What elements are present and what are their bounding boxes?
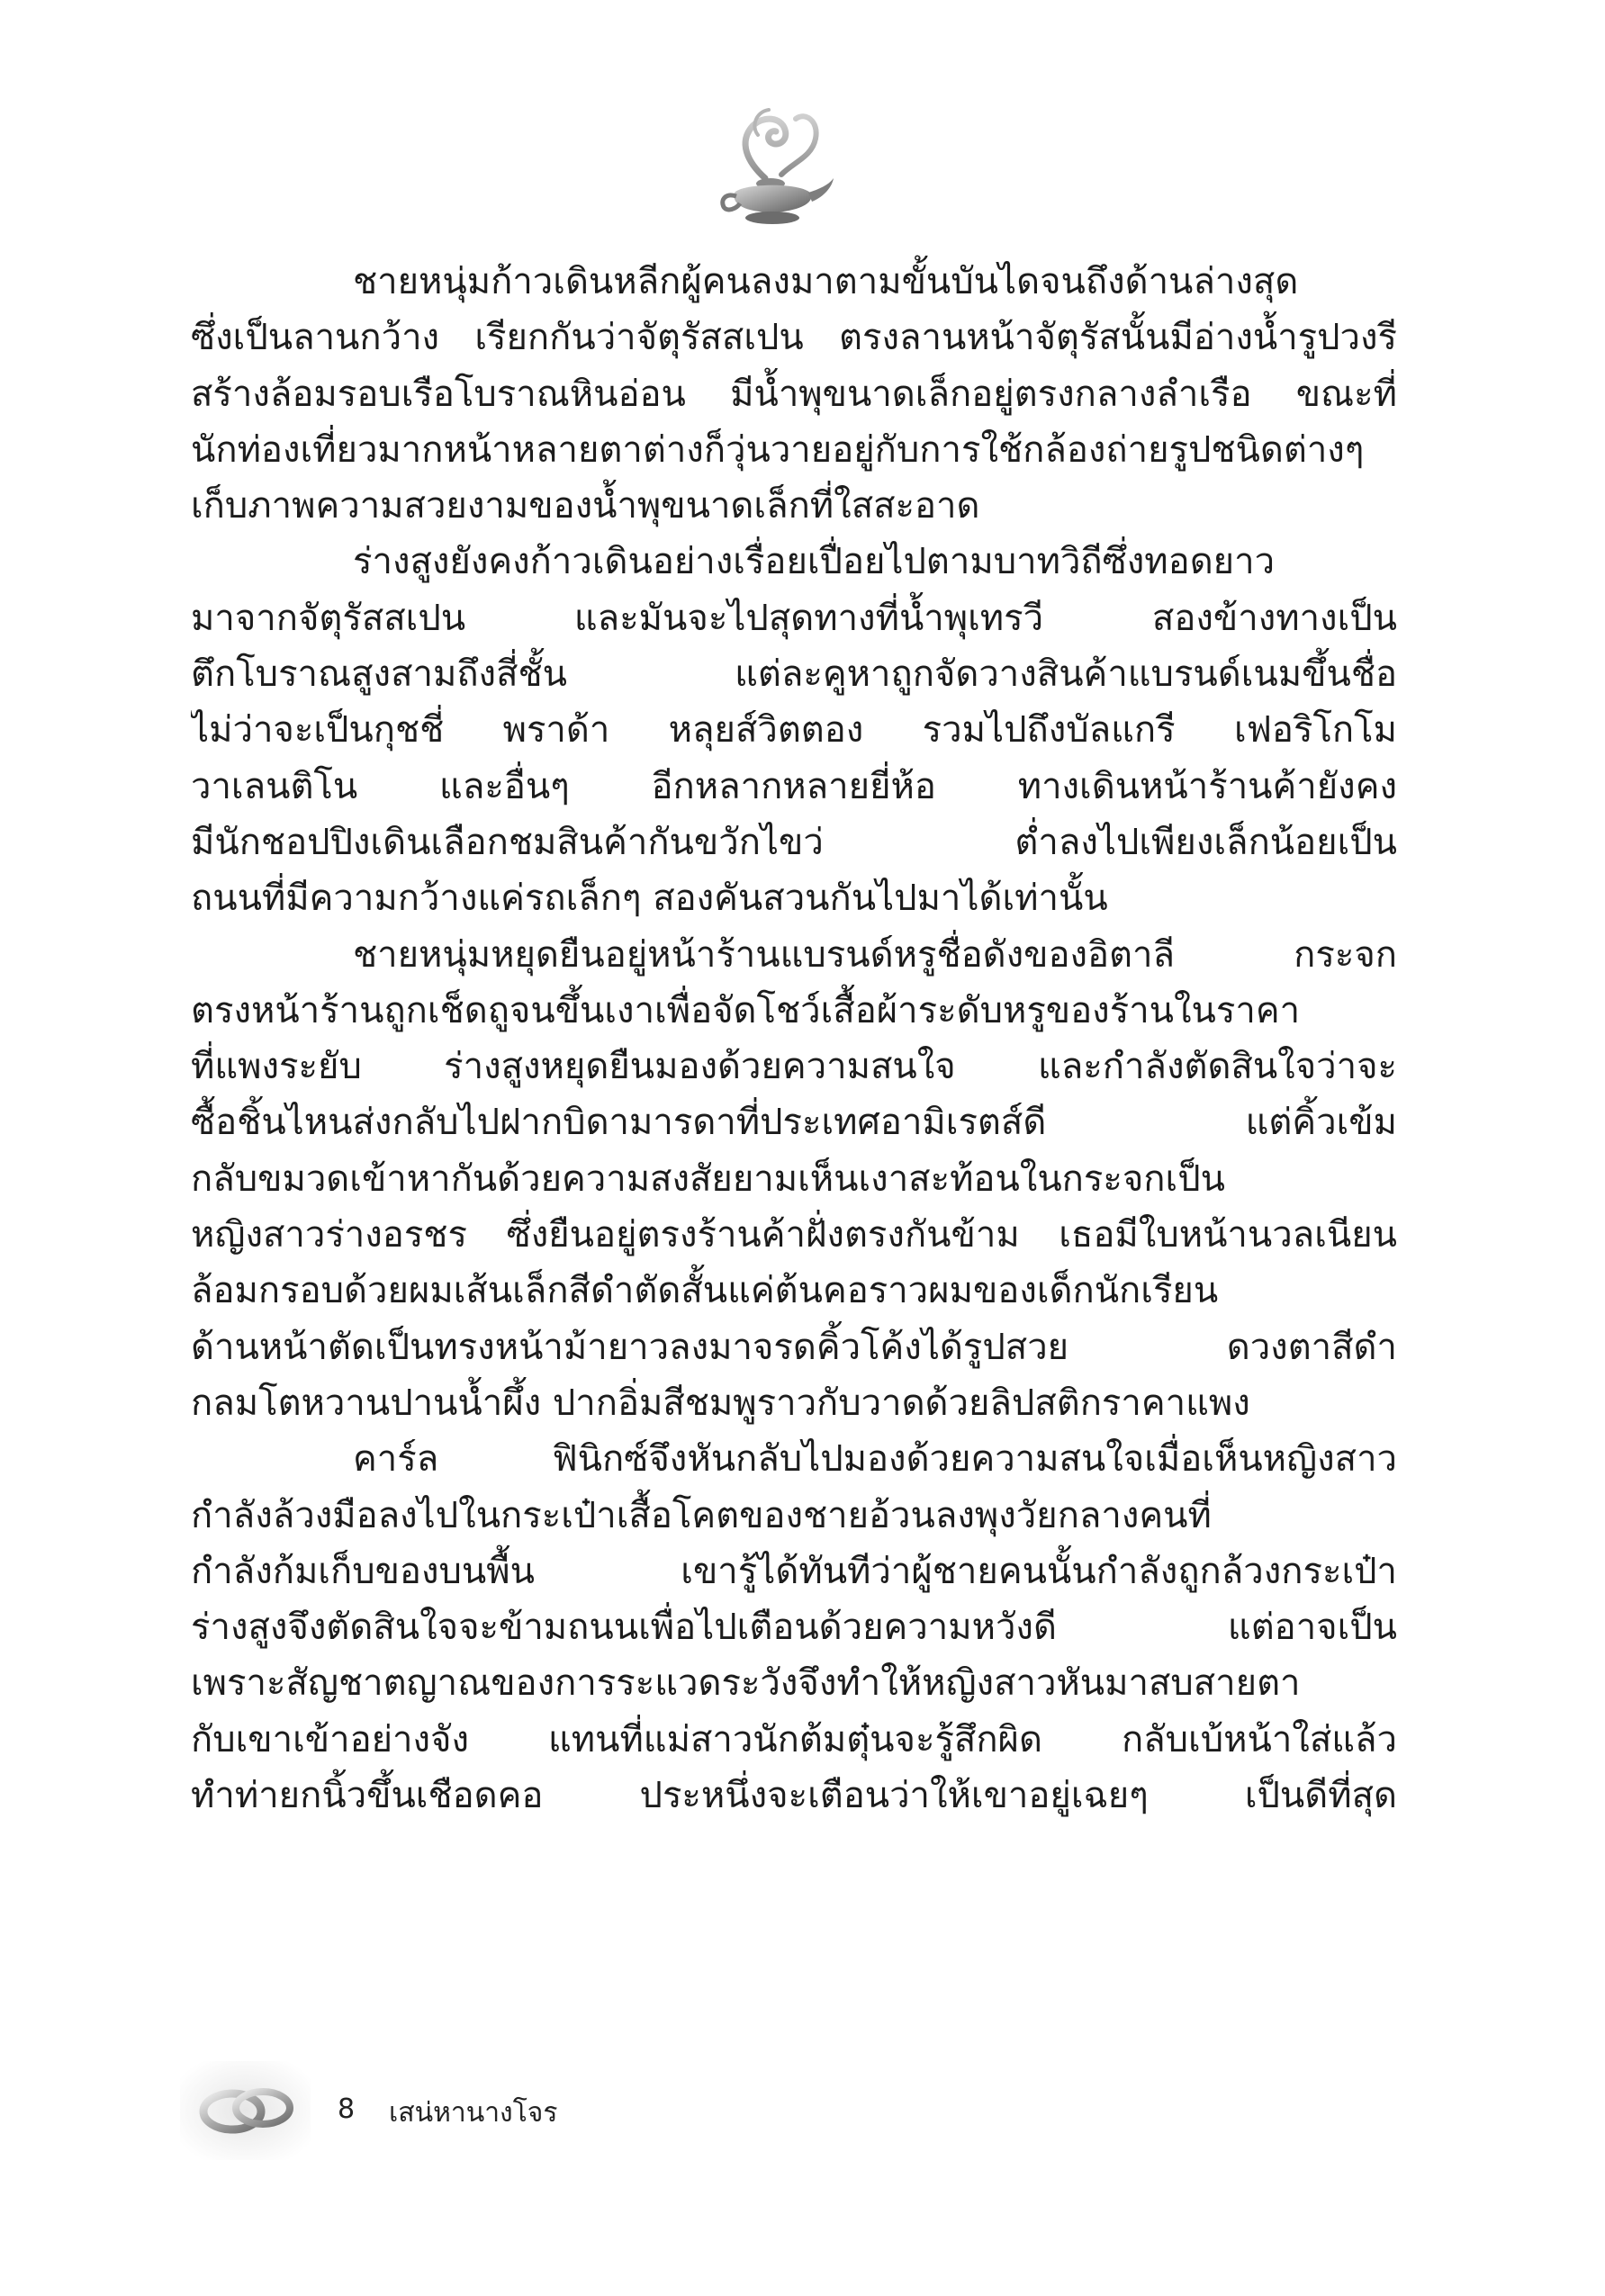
text-line: มาจากจัตุรัสสเปน และมันจะไปสุดทางที่น้ำพุเทรวี สองข้างทางเป็น — [191, 597, 1397, 639]
text-line: ร่างสูงยังคงก้าวเดินอย่างเรื่อยเปื่อยไปตามบาทวิถีซึ่งทอดยาว — [353, 541, 1276, 583]
text-line: ซึ่งเป็นลานกว้าง เรียกกันว่าจัตุรัสสเปน ตรงลานหน้าจัตุรัสนั้นมีอ่างน้ำรูปวงรี — [191, 317, 1397, 359]
text-line: กลับขมวดเข้าหากันด้วยความสงสัยยามเห็นเงาสะท้อนในกระจกเป็น — [191, 1157, 1225, 1200]
text-line: เก็บภาพความสวยงามของน้ำพุขนาดเล็กที่ใสสะอาด — [191, 485, 980, 527]
book-title: เสน่หานางโจร — [389, 2097, 558, 2129]
text-line: กำลังล้วงมือลงไปในกระเป๋าเสื้อโคตของชายอ้วนลงพุงวัยกลางคนที่ — [191, 1494, 1212, 1536]
text-line: ตึกโบราณสูงสามถึงสี่ชั้น แต่ละคูหาถูกจัดวางสินค้าแบรนด์เนมขึ้นชื่อ — [191, 653, 1397, 696]
text-line: ที่แพงระยับ ร่างสูงหยุดยืนมองด้วยความสนใจ และกำลังตัดสินใจว่าจะ — [191, 1046, 1397, 1088]
text-line: ซื้อชิ้นไหนส่งกลับไปฝากบิดามารดาที่ประเทศอามิเรตส์ดี แต่คิ้วเข้ม — [191, 1102, 1397, 1144]
text-line: ไม่ว่าจะเป็นกุชชี่ พราด้า หลุยส์วิตตอง รวมไปถึงบัลแกรี เฟอริโกโม — [191, 709, 1397, 752]
text-line: กลมโตหวานปานน้ำผึ้ง ปากอิ่มสีชมพูราวกับวาดด้วยลิปสติกราคาแพง — [191, 1382, 1250, 1424]
text-line: วาเลนติโน และอื่นๆ อีกหลากหลายยี่ห้อ ทางเดินหน้าร้านค้ายังคง — [191, 765, 1397, 807]
text-line: ล้อมกรอบด้วยผมเส้นเล็กสีดำตัดสั้นแค่ต้นคอราวผมของเด็กนักเรียน — [191, 1270, 1219, 1312]
text-line: เพราะสัญชาตญาณของการระแวดระวังจึงทำให้หญิงสาวหันมาสบสายตา — [191, 1662, 1301, 1705]
text-line: หญิงสาวร่างอรชร ซึ่งยืนอยู่ตรงร้านค้าฝั่งตรงกันข้าม เธอมีใบหน้านวลเนียน — [191, 1214, 1397, 1256]
text-line: สร้างล้อมรอบเรือโบราณหินอ่อน มีน้ำพุขนาดเล็กอยู่ตรงกลางลำเรือ ขณะที่ — [191, 373, 1397, 415]
text-line: คาร์ล ฟินิกซ์จึงหันกลับไปมองด้วยความสนใจเมื่อเห็นหญิงสาว — [353, 1438, 1397, 1481]
text-line: มีนักชอปปิงเดินเลือกชมสินค้ากันขวักไขว่ ต่ำลงไปเพียงเล็กน้อยเป็น — [191, 821, 1397, 863]
text-line: นักท่องเที่ยวมากหน้าหลายตาต่างก็วุ่นวายอยู่กับการใช้กล้องถ่ายรูปชนิดต่างๆ — [191, 428, 1365, 471]
genie-lamp-icon — [711, 99, 837, 234]
text-line: ถนนที่มีความกว้างแค่รถเล็กๆ สองคันสวนกันไปมาได้เท่านั้น — [191, 878, 1108, 920]
text-line: กำลังก้มเก็บของบนพื้น เขารู้ได้ทันทีว่าผู้ชายคนนั้นกำลังถูกล้วงกระเป๋า — [191, 1550, 1397, 1592]
page-number: 8 — [338, 2093, 356, 2125]
wedding-rings-icon — [180, 2061, 311, 2160]
page-footer — [180, 2061, 810, 2169]
text-line: ร่างสูงจึงตัดสินใจจะข้ามถนนเพื่อไปเตือนด้วยความหวังดี แต่อาจเป็น — [191, 1607, 1397, 1649]
text-line: กับเขาเข้าอย่างจัง แทนที่แม่สาวนักต้มตุ๋นจะรู้สึกผิด กลับเบ้หน้าใส่แล้ว — [191, 1718, 1397, 1760]
text-line: ด้านหน้าตัดเป็นทรงหน้าม้ายาวลงมาจรดคิ้วโค้งได้รูปสวย ดวงตาสีดำ — [191, 1326, 1397, 1368]
text-line: ทำท่ายกนิ้วขึ้นเชือดคอ ประหนึ่งจะเตือนว่าให้เขาอยู่เฉยๆ เป็นดีที่สุด — [191, 1775, 1397, 1817]
text-line: ตรงหน้าร้านถูกเช็ดถูจนขึ้นเงาเพื่อจัดโชว์เสื้อผ้าระดับหรูของร้านในราคา — [191, 989, 1301, 1031]
text-line: ชายหนุ่มก้าวเดินหลีกผู้คนลงมาตามขั้นบันไดจนถึงด้านล่างสุด — [353, 261, 1299, 302]
text-line: ชายหนุ่มหยุดยืนอยู่หน้าร้านแบรนด์หรูชื่อดังของอิตาลี กระจก — [353, 933, 1397, 976]
body-text — [191, 254, 1397, 1823]
